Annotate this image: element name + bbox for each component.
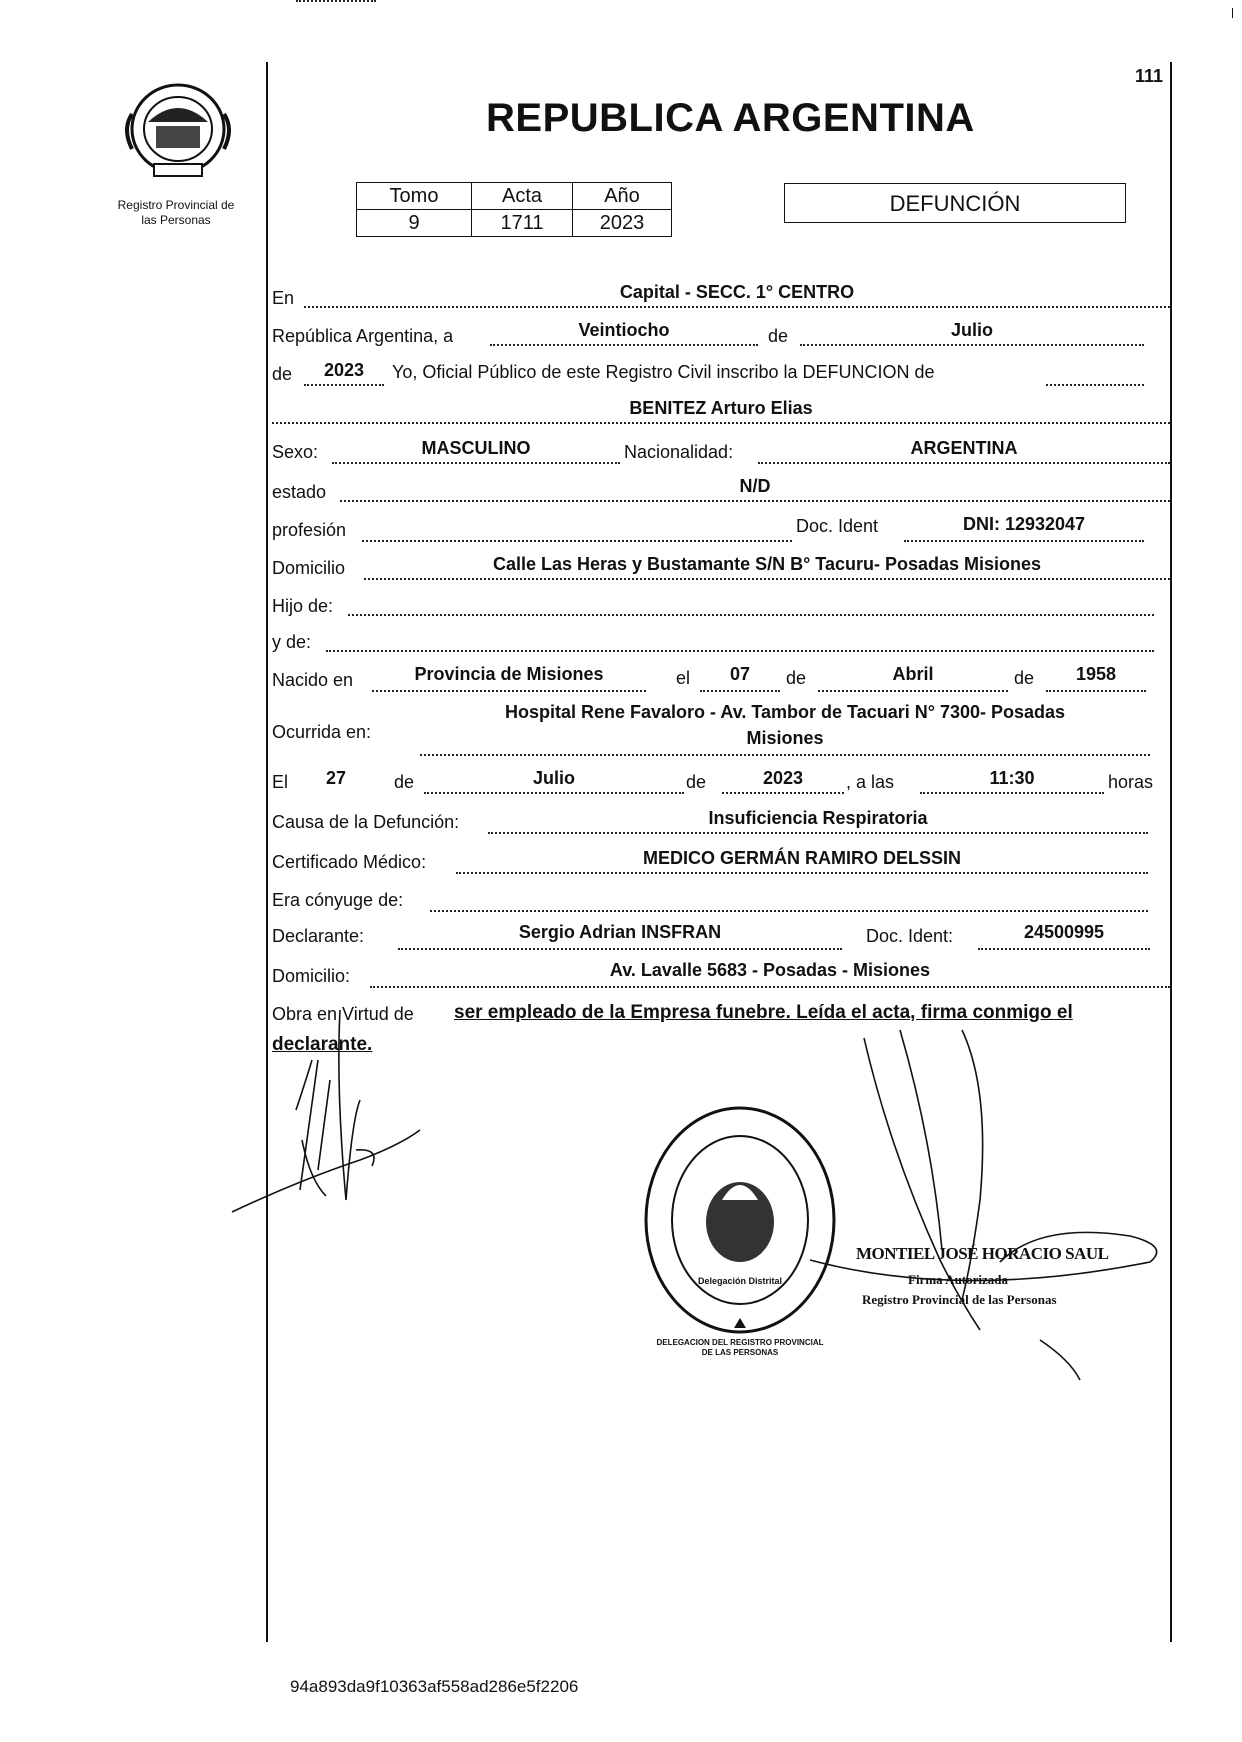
stamp-ring-text: DELEGACION DEL REGISTRO PROVINCIAL DE LAS PERSONAS: [656, 1338, 824, 1357]
registry-label-line2: las Personas: [141, 213, 211, 227]
page-title: REPUBLICA ARGENTINA: [486, 96, 975, 140]
doc-ident-label: Doc. Ident: [796, 516, 879, 536]
nacionalidad-label: Nacionalidad:: [624, 442, 734, 462]
death-month: Julio: [532, 768, 575, 788]
birth-day: 07: [729, 664, 751, 684]
deceased-name: BENITEZ Arturo Elias: [629, 398, 813, 418]
de-year-label: de: [272, 364, 293, 384]
officer-org: Registro Provincial de las Personas: [862, 1292, 1057, 1307]
decl-domicilio-label: Domicilio:: [272, 966, 351, 986]
decl-domicilio-value: Av. Lavalle 5683 - Posadas - Misiones: [609, 960, 931, 980]
obra-value-2: declarante.: [272, 1034, 373, 1055]
registry-label-line1: Registro Provincial de: [117, 198, 235, 212]
estado-label: estado: [272, 482, 327, 502]
tomo-value: 9: [357, 210, 472, 237]
sexo-label: Sexo:: [272, 442, 319, 462]
de-label: de: [768, 326, 789, 346]
death-de-label-2: de: [686, 772, 707, 792]
causa-label: Causa de la Defunción:: [272, 812, 460, 832]
y-de-label: y de:: [272, 632, 312, 652]
declarante-value: Sergio Adrian INSFRAN: [518, 922, 722, 942]
nacionalidad-value: ARGENTINA: [910, 438, 1018, 458]
ocurrida-value-1: Hospital Rene Favaloro - Av. Tambor de Tacuari N° 7300- Posadas: [504, 702, 1066, 722]
horas-label: horas: [1108, 772, 1154, 792]
hijo-label: Hijo de:: [272, 596, 334, 616]
domicilio-label: Domicilio: [272, 558, 346, 578]
certificado-value: MEDICO GERMÁN RAMIRO DELSSIN: [642, 848, 961, 868]
record-type-box: DEFUNCIÓN: [784, 183, 1126, 223]
death-de-label-1: de: [394, 772, 415, 792]
birth-month: Abril: [892, 664, 934, 684]
anio-value: 2023: [573, 210, 672, 237]
birth-year: 1958: [1075, 664, 1117, 684]
nacido-value: Provincia de Misiones: [414, 664, 604, 684]
acta-value: 1711: [472, 210, 573, 237]
El-label: El: [272, 772, 289, 792]
doc-value: DNI: 12932047: [962, 514, 1086, 534]
birth-de-label-2: de: [1014, 668, 1035, 688]
en-value: Capital - SECC. 1° CENTRO: [619, 282, 855, 302]
anio-header: Año: [573, 183, 672, 210]
tomo-header: Tomo: [357, 183, 472, 210]
footer-hash: 94a893da9f10363af558ad286e5f2206: [290, 1677, 579, 1696]
death-day: 27: [325, 768, 347, 788]
death-year: 2023: [762, 768, 804, 788]
acta-header: Acta: [472, 183, 573, 210]
decl-doc-label: Doc. Ident:: [866, 926, 954, 946]
declarante-label: Declarante:: [272, 926, 365, 946]
page-number: 111: [1135, 66, 1164, 86]
officer-role: Firma Autorizada: [908, 1272, 1009, 1287]
profesion-label: profesión: [272, 520, 347, 540]
month-value: Julio: [950, 320, 993, 340]
day-value: Veintiocho: [578, 320, 670, 340]
ocurrida-value-2: Misiones: [746, 728, 824, 748]
estado-value: N/D: [739, 476, 771, 496]
declarant-signature-icon: [232, 1010, 420, 1212]
obra-label: Obra en Virtud de: [272, 1004, 414, 1024]
year-value: 2023: [323, 360, 365, 380]
decl-doc-value: 24500995: [1023, 922, 1105, 942]
domicilio-value: Calle Las Heras y Bustamante S/N B° Tacuru- Posadas Misiones: [492, 554, 1042, 574]
conyuge-label: Era cónyuge de:: [272, 890, 404, 910]
ocurrida-label: Ocurrida en:: [272, 722, 372, 742]
registry-delegation-stamp-icon: [646, 1108, 834, 1332]
certificado-label: Certificado Médico:: [272, 852, 427, 872]
officer-name: MONTIEL JOSÉ HORACIO SAUL: [856, 1244, 1109, 1263]
republica-label: República Argentina, a: [272, 326, 454, 346]
causa-value: Insuficiencia Respiratoria: [708, 808, 928, 828]
a-las-label: , a las: [846, 772, 895, 792]
stamp-inner-text: Delegación Distrital: [697, 1276, 783, 1286]
obra-value-1: ser empleado de la Empresa funebre. Leída el acta, firma conmigo el: [454, 1002, 1073, 1023]
en-label: En: [272, 288, 295, 308]
death-time: 11:30: [989, 768, 1035, 788]
birth-de-label-1: de: [786, 668, 807, 688]
officer-signature-icon: [810, 1030, 1157, 1380]
inscribe-text: Yo, Oficial Público de este Registro Civil inscribo la DEFUNCION de: [392, 362, 935, 382]
nacido-label: Nacido en: [272, 670, 354, 690]
sexo-value: MASCULINO: [421, 438, 531, 458]
el-label: el: [676, 668, 691, 688]
